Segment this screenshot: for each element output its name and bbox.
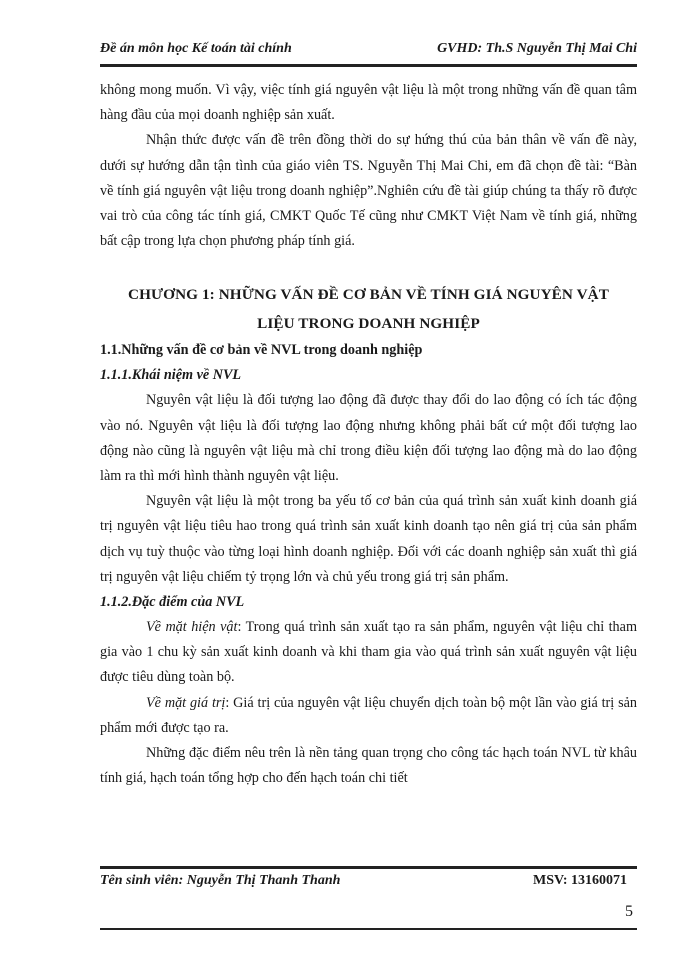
concept-paragraph-1: Nguyên vật liệu là đối tượng lao động đã được thay đổi do lao động có ích tác động vào nó. Nguyên vật liệu là đối tượng lao động nhưng không phải bất cứ một đối tượng lao động nào cũng là nguyên vật liệu mà chỉ trong điều kiện đối tượng lao động mà do lao động làm ra thì mới hình thành nguyên vật liệu.: [100, 392, 637, 485]
page-body: [100, 78, 637, 791]
chapter-title-line-1: CHƯƠNG 1: NHỮNG VẤN ĐỀ CƠ BẢN VỀ TÍNH GIÁ NGUYÊN VẬT: [128, 286, 609, 304]
feature-text-physical: : Trong quá trình sản xuất tạo ra sản phẩm, nguyên vật liệu chỉ tham gia vào 1 chu kỳ sản xuất kinh doanh và khi tham gia vào quá trình sản xuất nguyên vật liệu được tiêu dùng toàn bộ.: [100, 619, 637, 686]
footer-student-name: Tên sinh viên: Nguyễn Thị Thanh Thanh: [100, 873, 341, 888]
header-course-title: Đề án môn học Kế toán tài chính: [100, 41, 292, 56]
page-footer: [100, 873, 637, 893]
page-header: [100, 41, 637, 61]
intro-paragraph-1: không mong muốn. Vì vậy, việc tính giá nguyên vật liệu là một trong những vấn đề quan tâm hàng đầu của mọi doanh nghiệp sản xuất.: [100, 82, 637, 124]
header-divider: [100, 64, 637, 67]
section-heading-1-1-1: 1.1.1.Khái niệm về NVL: [100, 367, 242, 384]
intro-paragraph-2: Nhận thức được vấn đề trên đồng thời do sự hứng thú của bản thân về vấn đề này, dưới sự hướng dẫn tận tình của giáo viên TS. Nguyễn Thị Mai Chi, em đã chọn đề tài: “Bàn về tính giá nguyên vật liệu trong doanh nghiệp”.Nghiên cứu đề tài giúp chúng ta thấy rõ được vai trò của công tác tính giá, CMKT Quốc Tế cũng như CMKT Việt Nam về tính giá, những bất cập trong lựa chọn phương pháp tính giá.: [100, 132, 637, 250]
feature-paragraph-value: [100, 691, 637, 741]
section-heading-1-1-2: 1.1.2.Đặc điểm của NVL: [100, 594, 245, 611]
feature-label-value: Về mặt giá trị: [146, 694, 226, 711]
feature-paragraph-summary: Những đặc điểm nêu trên là nền tảng quan trọng cho công tác hạch toán NVL từ khâu tính giá, hạch toán tổng hợp cho đến hạch toán chi tiết: [100, 745, 637, 787]
section-heading-1-1: 1.1.Những vấn đề cơ bản về NVL trong doanh nghiệp: [100, 342, 423, 359]
page-number-rule: [100, 928, 637, 930]
feature-label-physical: Về mặt hiện vật: [146, 619, 238, 636]
page-number: 5: [625, 903, 633, 920]
concept-paragraph-2: Nguyên vật liệu là một trong ba yếu tố cơ bản của quá trình sản xuất kinh doanh giá trị nguyên vật liệu tiêu hao trong quá trình sản xuất kinh doanh tạo nên giá trị của sản phẩm dịch vụ tuỳ thuộc vào từng loại hình doanh nghiệp. Đối với các doanh nghiệp sản xuất thì giá trị nguyên vật liệu chiếm tỷ trọng lớn và chủ yếu trong giá trị sản phẩm.: [100, 493, 637, 585]
feature-paragraph-physical: [100, 615, 637, 691]
footer-student-id: MSV: 13160071: [533, 873, 627, 888]
feature-text-value: : Giá trị của nguyên vật liệu chuyển dịch toàn bộ một lần vào giá trị sản phẩm mới được tạo ra.: [100, 694, 637, 736]
footer-divider: [100, 866, 637, 869]
chapter-title: [100, 280, 637, 338]
header-advisor: GVHD: Th.S Nguyễn Thị Mai Chi: [437, 41, 637, 56]
chapter-title-line-2: LIỆU TRONG DOANH NGHIỆP: [257, 315, 480, 333]
